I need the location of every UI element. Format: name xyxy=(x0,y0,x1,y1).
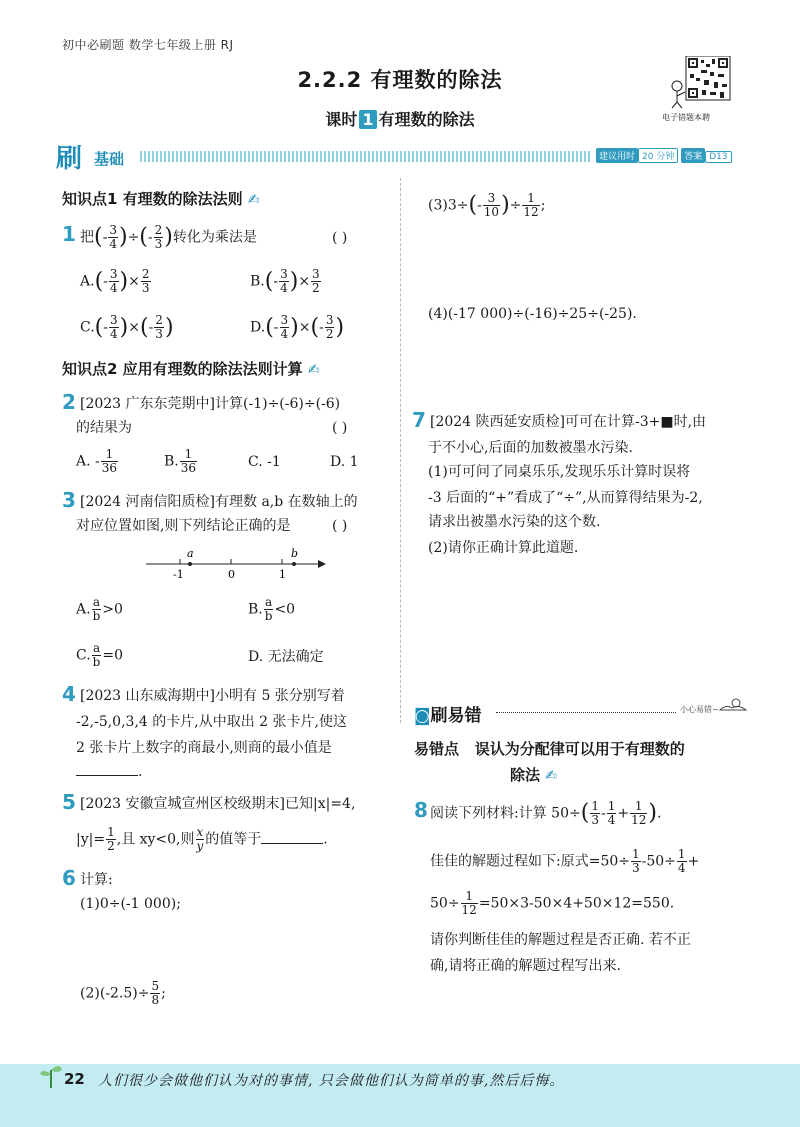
section-title: 2.2.2 有理数的除法 xyxy=(297,68,503,92)
error-section-label: 刷易错 xyxy=(430,706,482,726)
q1-option-b[interactable]: B.(- $\frac{3}{4}$ )× $\frac{3}{2}$ xyxy=(250,267,320,295)
q1-option-a[interactable]: A.(- $\frac{3}{4}$ )× $\frac{2}{3}$ xyxy=(80,267,150,295)
tick-1: 1 xyxy=(279,568,286,581)
q1-answer-paren: ( ) xyxy=(332,230,348,246)
error-section-note: 小心易错~ xyxy=(680,705,719,714)
q6-label: 计算: xyxy=(80,872,113,888)
q8-line2: 佳佳的解题过程如下:原式=50÷ $\frac{1}{3}$ -50÷ $\frac{1}{4}$ + xyxy=(430,847,700,875)
q2-option-a[interactable]: A. - $\frac{1}{36}$ xyxy=(76,447,118,475)
q3-line2: 对应位置如图,则下列结论正确的是 xyxy=(76,518,291,534)
q2-line2: 的结果为 xyxy=(76,420,132,436)
kp1-label: 知识点1 有理数的除法法则 xyxy=(62,190,243,208)
q8-line1: 阅读下列材料:计算 50÷( $\frac{1}{3}$ - $\frac{1}{4}$ + $\frac{1}{12}$ ). xyxy=(430,799,662,827)
q4-line2: -2,-5,0,3,4 的卡片,从中取出 2 张卡片,使这 xyxy=(76,714,347,730)
q8-line5: 确,请将正确的解题过程写出来. xyxy=(430,958,621,974)
band-label: 基础 xyxy=(94,150,125,168)
book-header: 初中必刷题 数学七年级上册 RJ xyxy=(62,38,234,52)
q5-line1: [2023 安徽宣城宣州区校级期末]已知|x|=4, xyxy=(80,796,356,812)
q2-answer-paren: ( ) xyxy=(332,420,348,436)
q2-line1: [2023 广东东莞期中]计算(-1)÷(-6)÷(-6) xyxy=(80,396,341,412)
column-divider xyxy=(400,178,401,723)
q7-line5: 请求出被墨水污染的这个数. xyxy=(428,514,601,530)
q2-option-c[interactable]: C. -1 xyxy=(248,454,281,470)
q3-option-d[interactable]: D. 无法确定 xyxy=(248,649,324,665)
q1-option-c[interactable]: C.(- $\frac{3}{4}$ )×(- $\frac{2}{3}$ ) xyxy=(80,313,174,341)
q1-number: 1 xyxy=(62,222,76,246)
check-icon: ✍ xyxy=(545,768,557,784)
number-line xyxy=(140,546,330,582)
answer-page: D13 xyxy=(705,151,731,163)
time-tag xyxy=(596,148,732,163)
q1-text-pre: 把 xyxy=(80,229,94,246)
point-a xyxy=(188,562,192,566)
check-icon: ✍ xyxy=(247,192,260,208)
q2-number: 2 xyxy=(62,390,76,414)
answer-label: 答案 xyxy=(681,148,705,163)
q8-line3: 50÷ $\frac{1}{12}$ =50×3-50×4+50×12=550. xyxy=(430,889,675,917)
error-point-label: 易错点 xyxy=(414,740,460,758)
error-point-text: 误认为分配律可以用于有理数的 xyxy=(474,740,685,758)
q4-line3: 2 张卡片上数字的商最小,则商的最小值是 xyxy=(76,740,332,756)
error-section-dash xyxy=(496,712,676,713)
check-icon: ✍ xyxy=(307,362,320,378)
q3-line1: [2024 河南信阳质检]有理数 a,b 在数轴上的 xyxy=(80,494,358,510)
band-logo: 刷 xyxy=(56,144,83,174)
q7-number: 7 xyxy=(412,408,426,432)
q1-option-d[interactable]: D.(- $\frac{3}{4}$ )×(- $\frac{3}{2}$ ) xyxy=(250,313,345,341)
knowledge-point-1 xyxy=(62,188,260,209)
qr-caption: 电子错题本聘 xyxy=(662,113,710,122)
q7-line1: [2024 陕西延安质检]可可在计算-3+■时,由 xyxy=(430,414,707,430)
error-point-line2 xyxy=(510,764,557,785)
q1-stem: 把(- $\frac{3}{4}$ )÷(- $\frac{2}{3}$ )转化为乘法是 xyxy=(80,223,257,251)
time-value: 20 分钟 xyxy=(638,148,678,163)
error-section-icon: ◙ xyxy=(414,706,431,726)
lesson-number-badge: 1 xyxy=(359,110,376,129)
lesson-label: 课时 xyxy=(325,110,358,129)
q4-number: 4 xyxy=(62,682,76,706)
error-point-text2: 除法 xyxy=(510,766,541,784)
tick-minus-1: -1 xyxy=(173,568,184,581)
q6-part2: (2)(-2.5)÷ $\frac{5}{8}$ ; xyxy=(80,979,166,1007)
lesson-title: 有理数的除法 xyxy=(378,110,475,129)
q6-number: 6 xyxy=(62,866,76,890)
q7-line4: -3 后面的“+”看成了“÷”,从而算得结果为-2, xyxy=(428,490,703,506)
q7-line3: (1)可可问了同桌乐乐,发现乐乐计算时误将 xyxy=(428,464,691,480)
page-number: 22 xyxy=(64,1070,85,1088)
q3-option-c[interactable]: C. $\frac{a}{b}$ =0 xyxy=(76,641,123,669)
q2-option-b[interactable]: B. $\frac{1}{36}$ xyxy=(164,447,197,475)
sun-cloud-icon xyxy=(716,694,748,714)
q5-answer-blank[interactable] xyxy=(261,843,323,844)
q2-option-d[interactable]: D. 1 xyxy=(330,454,359,470)
q8-number: 8 xyxy=(414,798,428,822)
q6-part3: (3)3÷(- $\frac{3}{10}$ )÷ $\frac{1}{12}$ ; xyxy=(428,191,546,219)
qr-code-icon[interactable] xyxy=(670,56,732,110)
q6-part1: (1)0÷(-1 000); xyxy=(80,896,181,912)
q3-option-b[interactable]: B. $\frac{a}{b}$ <0 xyxy=(248,595,296,623)
label-a: a xyxy=(187,547,194,560)
q7-line2: 于不小心,后面的加数被墨水污染. xyxy=(428,440,633,456)
point-b xyxy=(292,562,296,566)
q4-line1: [2023 山东威海期中]小明有 5 张分别写着 xyxy=(80,688,345,704)
q4-answer-blank[interactable]: . xyxy=(76,760,142,784)
q3-number: 3 xyxy=(62,488,76,512)
plant-icon xyxy=(38,1060,64,1090)
q1-text-post: 转化为乘法是 xyxy=(172,229,257,246)
band-stripe xyxy=(140,151,590,162)
footer-quote: 人们很少会做他们认为对的事情, 只会做他们认为简单的事,然后后悔。 xyxy=(98,1073,565,1089)
error-section-title xyxy=(414,701,482,726)
q7-line6: (2)请你正确计算此道题. xyxy=(428,540,579,556)
tick-0: 0 xyxy=(228,568,235,581)
q3-option-a[interactable]: A. $\frac{a}{b}$ >0 xyxy=(76,595,123,623)
q5-number: 5 xyxy=(62,790,76,814)
q3-answer-paren: ( ) xyxy=(332,518,348,534)
time-label: 建议用时 xyxy=(596,148,638,163)
q6-part4: (4)(-17 000)÷(-16)÷25÷(-25). xyxy=(428,306,637,322)
kp2-label: 知识点2 应用有理数的除法法则计算 xyxy=(62,360,303,378)
knowledge-point-2 xyxy=(62,358,320,379)
q5-line2: |y|= $\frac{1}{2}$ ,且 xy<0,则 $\frac{x}{y}$ 的值等于 . xyxy=(76,825,328,853)
label-b: b xyxy=(291,547,299,560)
q8-line4: 请你判断佳佳的解题过程是否正确. 若不正 xyxy=(430,932,691,948)
error-point xyxy=(414,738,685,759)
